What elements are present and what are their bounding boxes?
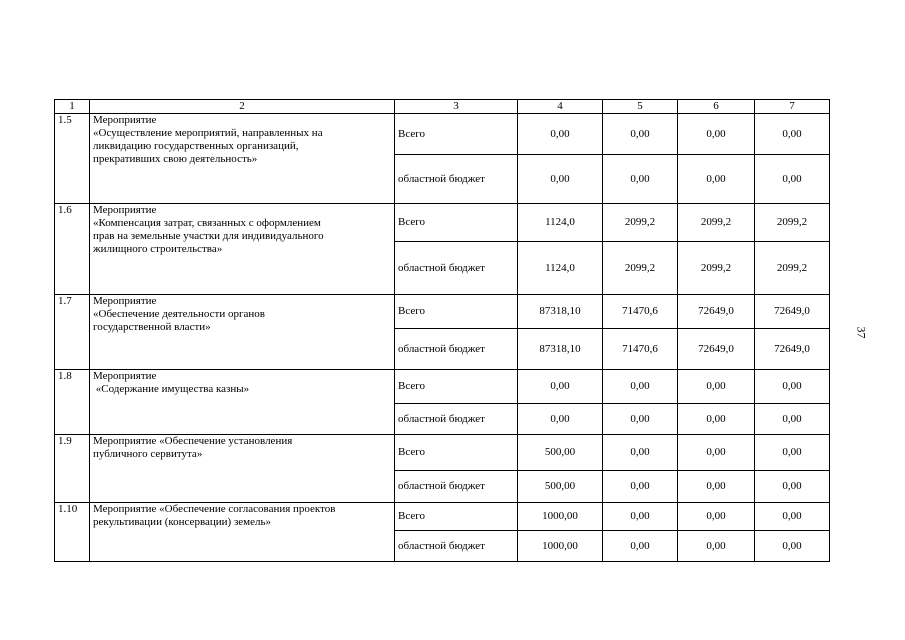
value-cell: 0,00 — [518, 404, 603, 435]
value-cell: 2099,2 — [755, 204, 830, 242]
table-row — [55, 435, 830, 471]
value-cell: 72649,0 — [678, 329, 755, 370]
value-cell: 0,00 — [755, 471, 830, 503]
row-description: Мероприятие «Содержание имущества казны» — [90, 370, 395, 435]
value-cell: 2099,2 — [603, 242, 678, 295]
row-description: Мероприятие «Обеспечение установления публичного сервитута» — [90, 435, 395, 503]
header-col-3: 3 — [395, 100, 518, 114]
value-cell: 2099,2 — [678, 242, 755, 295]
page-number: 37 — [854, 326, 869, 339]
value-cell: 0,00 — [603, 503, 678, 531]
table-row — [55, 204, 830, 242]
value-cell: 71470,6 — [603, 329, 678, 370]
value-cell: 1000,00 — [518, 503, 603, 531]
value-cell: 0,00 — [678, 471, 755, 503]
row-number: 1.10 — [55, 503, 90, 562]
header-col-6: 6 — [678, 100, 755, 114]
value-cell: 0,00 — [755, 435, 830, 471]
table-row — [55, 295, 830, 329]
row-number: 1.6 — [55, 204, 90, 295]
value-cell: 0,00 — [518, 114, 603, 155]
row-description: Мероприятие «Компенсация затрат, связанных с оформлением прав на земельные участки для индивидуального жилищного строительства» — [90, 204, 395, 295]
value-cell: 500,00 — [518, 435, 603, 471]
value-cell: 0,00 — [755, 370, 830, 404]
value-cell: 72649,0 — [678, 295, 755, 329]
value-cell: 0,00 — [755, 155, 830, 204]
row-description: Мероприятие «Обеспечение деятельности органов государственной власти» — [90, 295, 395, 370]
value-cell: 1000,00 — [518, 531, 603, 562]
table-row — [55, 503, 830, 531]
value-cell: 0,00 — [678, 370, 755, 404]
value-cell: 1124,0 — [518, 242, 603, 295]
value-cell: 0,00 — [603, 155, 678, 204]
source-label: Всего — [395, 204, 518, 242]
value-cell: 0,00 — [518, 155, 603, 204]
source-label: Всего — [395, 503, 518, 531]
row-number: 1.8 — [55, 370, 90, 435]
value-cell: 0,00 — [603, 531, 678, 562]
value-cell: 87318,10 — [518, 295, 603, 329]
source-label: Всего — [395, 114, 518, 155]
value-cell: 72649,0 — [755, 295, 830, 329]
value-cell: 0,00 — [678, 503, 755, 531]
source-label: областной бюджет — [395, 404, 518, 435]
header-col-7: 7 — [755, 100, 830, 114]
value-cell: 71470,6 — [603, 295, 678, 329]
header-col-2: 2 — [90, 100, 395, 114]
value-cell: 87318,10 — [518, 329, 603, 370]
budget-table — [54, 99, 830, 562]
source-label: областной бюджет — [395, 242, 518, 295]
value-cell: 500,00 — [518, 471, 603, 503]
value-cell: 0,00 — [755, 503, 830, 531]
header-row — [55, 100, 830, 114]
value-cell: 0,00 — [678, 114, 755, 155]
value-cell: 0,00 — [603, 435, 678, 471]
row-description: Мероприятие «Обеспечение согласования проектов рекультивации (консервации) земель» — [90, 503, 395, 562]
value-cell: 0,00 — [755, 404, 830, 435]
source-label: Всего — [395, 435, 518, 471]
source-label: Всего — [395, 295, 518, 329]
value-cell: 0,00 — [603, 114, 678, 155]
value-cell: 1124,0 — [518, 204, 603, 242]
value-cell: 72649,0 — [755, 329, 830, 370]
row-number: 1.9 — [55, 435, 90, 503]
row-description: Мероприятие «Осуществление мероприятий, направленных на ликвидацию государственных организаций, прекративших свою деятельность» — [90, 114, 395, 204]
value-cell: 0,00 — [603, 370, 678, 404]
row-number: 1.7 — [55, 295, 90, 370]
table-row — [55, 370, 830, 404]
value-cell: 0,00 — [603, 471, 678, 503]
value-cell: 0,00 — [678, 531, 755, 562]
value-cell: 0,00 — [755, 114, 830, 155]
source-label: областной бюджет — [395, 329, 518, 370]
source-label: Всего — [395, 370, 518, 404]
source-label: областной бюджет — [395, 471, 518, 503]
value-cell: 0,00 — [755, 531, 830, 562]
value-cell: 0,00 — [518, 370, 603, 404]
header-col-1: 1 — [55, 100, 90, 114]
table-row — [55, 114, 830, 155]
value-cell: 0,00 — [678, 404, 755, 435]
header-col-5: 5 — [603, 100, 678, 114]
value-cell: 2099,2 — [678, 204, 755, 242]
value-cell: 0,00 — [678, 435, 755, 471]
value-cell: 2099,2 — [603, 204, 678, 242]
header-col-4: 4 — [518, 100, 603, 114]
value-cell: 2099,2 — [755, 242, 830, 295]
row-number: 1.5 — [55, 114, 90, 204]
source-label: областной бюджет — [395, 531, 518, 562]
source-label: областной бюджет — [395, 155, 518, 204]
value-cell: 0,00 — [603, 404, 678, 435]
value-cell: 0,00 — [678, 155, 755, 204]
